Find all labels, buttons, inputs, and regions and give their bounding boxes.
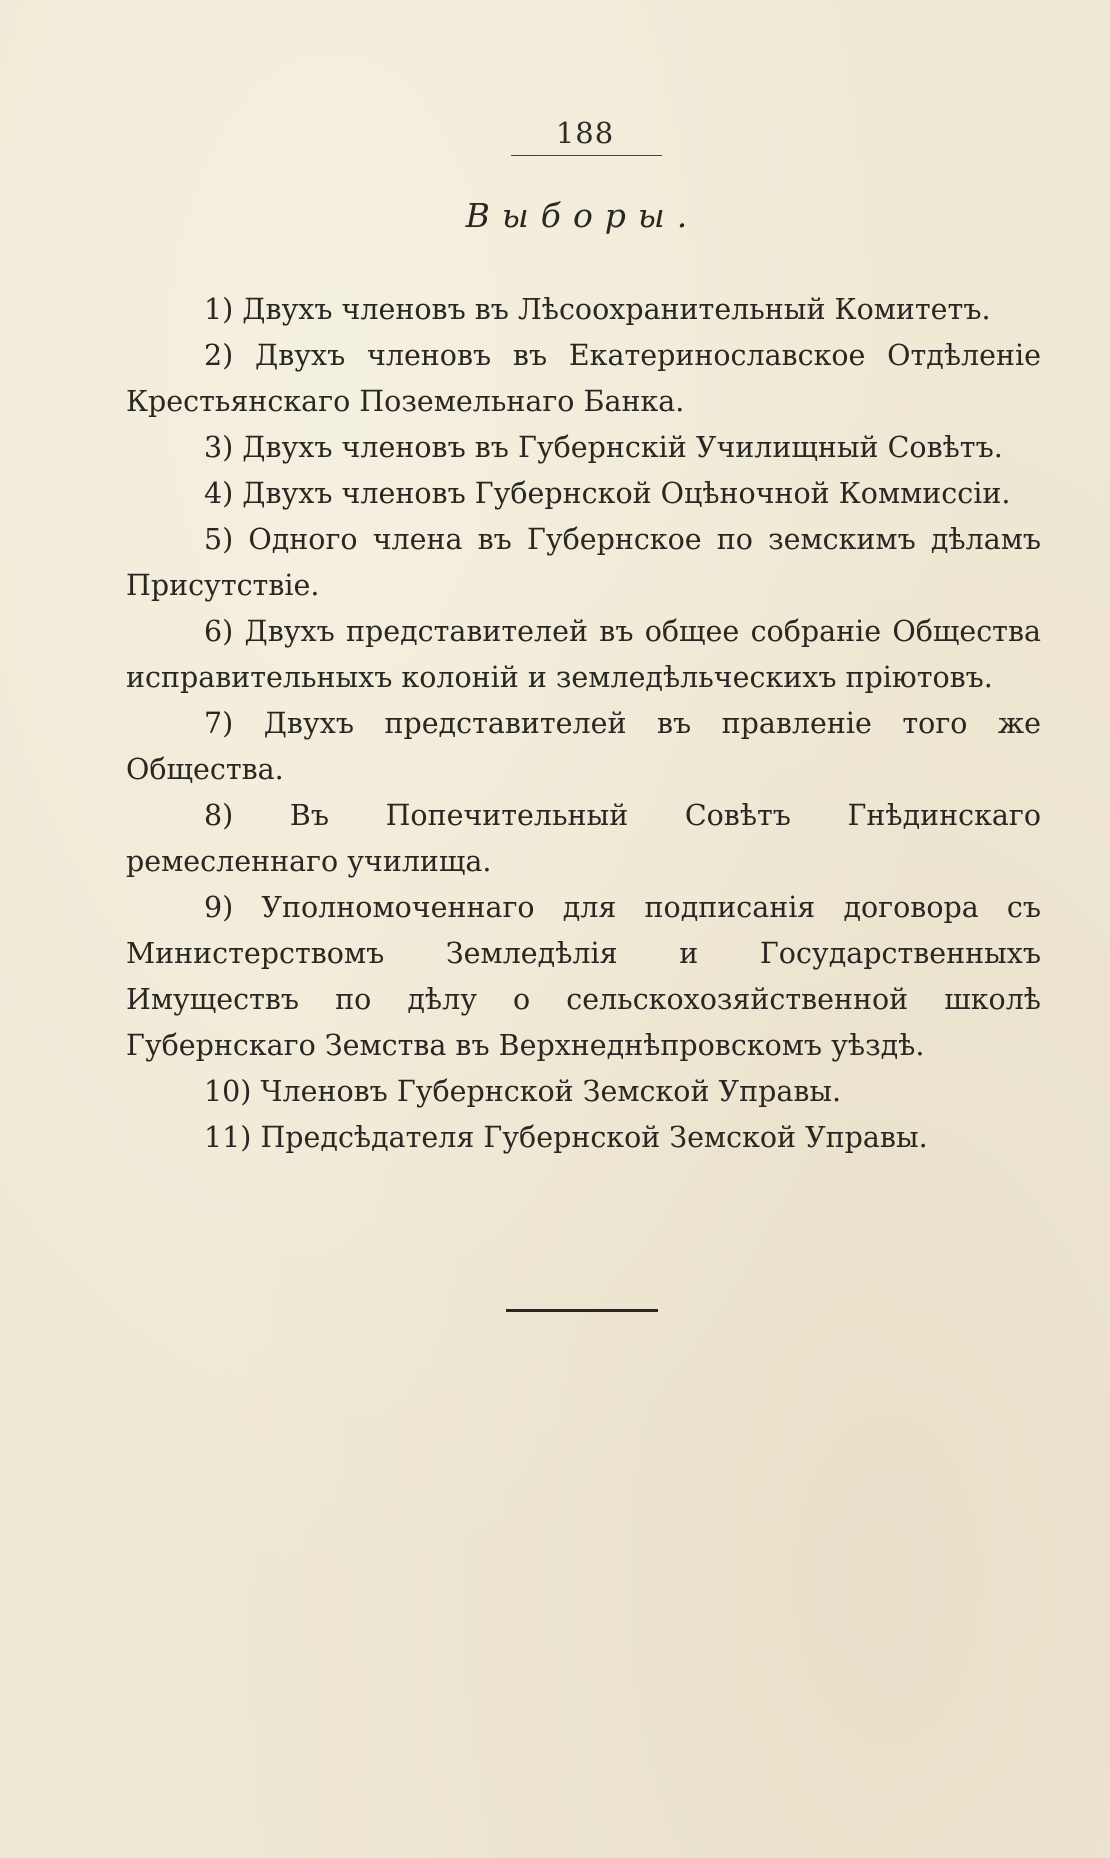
- list-item: 5) Одного члена въ Губернское по земскимъ дѣламъ Присутствіе.: [126, 523, 1041, 602]
- list-item: 4) Двухъ членовъ Губернской Оцѣночной Коммиссіи.: [204, 477, 1011, 510]
- list-item: 1) Двухъ членовъ въ Лѣсоохранительный Комитетъ.: [204, 293, 991, 326]
- page-number: 188: [555, 116, 615, 150]
- page-number-rule: [511, 155, 662, 156]
- list-item: 2) Двухъ членовъ въ Екатеринославское Отдѣленіе Крестьянскаго Поземельнаго Банка.: [126, 339, 1041, 418]
- list-item: 11) Предсѣдателя Губернской Земской Управы.: [204, 1121, 928, 1154]
- list-item: 3) Двухъ членовъ въ Губернскій Училищный Совѣтъ.: [204, 431, 1003, 464]
- elections-list: [126, 287, 1041, 1161]
- list-item: 8) Въ Попечительный Совѣтъ Гнѣдинскаго ремесленнаго училища.: [126, 799, 1041, 878]
- section-heading: Выборы.: [465, 196, 700, 235]
- list-item: 6) Двухъ представителей въ общее собраніе Общества исправительныхъ колоній и земледѣльческихъ пріютовъ.: [126, 615, 1041, 694]
- end-rule: [506, 1309, 658, 1312]
- list-item: 7) Двухъ представителей въ правленіе того же Общества.: [126, 707, 1041, 786]
- list-item: 10) Членовъ Губернской Земской Управы.: [204, 1075, 842, 1108]
- list-item: 9) Уполномоченнаго для подписанія договора съ Министерствомъ Земледѣлія и Государственныхъ Имуществъ по дѣлу о сельскохозяйственной школѣ Губернскаго Земства въ Верхнеднѣпровскомъ уѣздѣ.: [126, 891, 1041, 1062]
